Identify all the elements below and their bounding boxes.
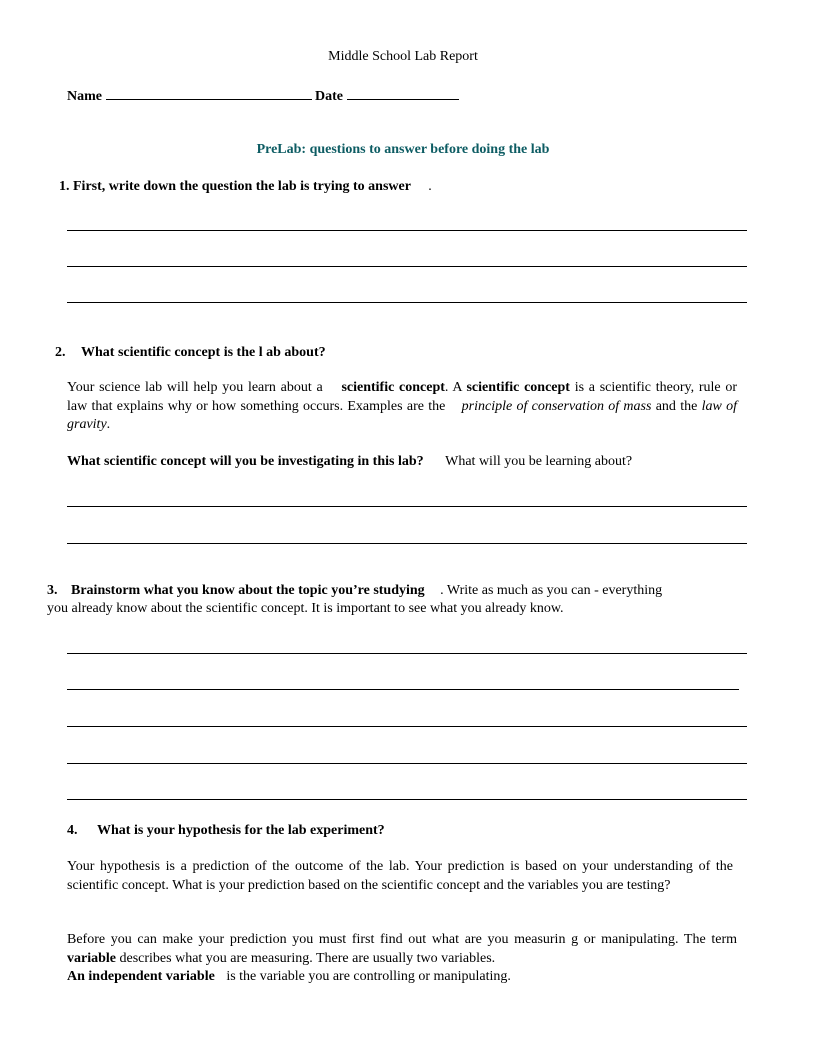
- q2-text-a: Your science lab will help you learn about a: [67, 380, 323, 395]
- date-field[interactable]: [347, 86, 459, 100]
- name-date-line: [67, 86, 459, 106]
- question-3-line-2: you already know about the scientific concept. It is important to see what you already know.: [47, 601, 564, 616]
- answer-line-1-3[interactable]: [67, 302, 747, 303]
- answer-line-2-1[interactable]: [67, 506, 747, 507]
- q2-text-e: is a scientific theory, rule or law that explains why or how something occurs. Examples are the: [67, 380, 737, 414]
- answer-line-1-2[interactable]: [67, 266, 747, 267]
- document-title: Middle School Lab Report: [328, 49, 478, 64]
- name-label: Name: [67, 89, 102, 104]
- question-2-number: 2.: [55, 345, 66, 360]
- question-4-number: 4.: [67, 823, 78, 838]
- q2-text-c: . A: [444, 380, 462, 395]
- question-2-text: What scientific concept is the l ab about?: [81, 345, 326, 360]
- answer-line-3-1[interactable]: [67, 653, 747, 654]
- prelab-heading: PreLab: questions to answer before doing the lab: [256, 142, 550, 157]
- q4-independent-variable-plain: is the variable you are controlling or manipulating.: [226, 969, 511, 984]
- question-1: [59, 178, 432, 196]
- q2-conservation-of-mass: principle of conservation of mass: [461, 398, 652, 414]
- date-label: Date: [315, 89, 343, 104]
- question-2: [55, 344, 326, 362]
- question-2-subprompt: [67, 453, 632, 471]
- question-3-plain-1: . Write as much as you can - everything: [440, 583, 663, 598]
- question-1-trail: .: [428, 179, 432, 194]
- question-3-bold: Brainstorm what you know about the topic you’re studying: [71, 583, 425, 598]
- question-3-number: 3.: [47, 583, 58, 598]
- answer-line-3-4[interactable]: [67, 763, 747, 764]
- q4-p2-text-a: Before you can make your prediction you must first find out what are you measurin g or manipulating. The term: [67, 932, 737, 947]
- answer-line-2-2[interactable]: [67, 543, 747, 544]
- q2-subprompt-bold: What scientific concept will you be investigating in this lab?: [67, 454, 424, 469]
- q2-scientific-concept-2: scientific concept: [466, 380, 570, 395]
- answer-line-1-1[interactable]: [67, 230, 747, 231]
- question-4-paragraph-1: Your hypothesis is a prediction of the outcome of the lab. Your prediction is based on your understanding of the scientific concept. What is your prediction based on the scientific concept and the variables you are testing?: [67, 859, 733, 893]
- q2-text-g: and the: [655, 398, 698, 414]
- q2-scientific-concept-1: scientific concept: [341, 380, 445, 395]
- answer-line-3-5[interactable]: [67, 799, 747, 800]
- question-3: [47, 582, 662, 600]
- q2-law-of-gravity: law of gravity: [67, 398, 738, 432]
- answer-line-3-3[interactable]: [67, 726, 747, 727]
- answer-line-3-2[interactable]: [67, 689, 739, 690]
- question-4-paragraph-2: [67, 931, 737, 968]
- question-1-text: 1. First, write down the question the lab is trying to answer: [59, 179, 411, 194]
- question-4-independent-variable: [67, 968, 511, 986]
- question-4-text: What is your hypothesis for the lab experiment?: [97, 823, 385, 838]
- question-2-paragraph: [67, 379, 737, 435]
- q2-subprompt-plain: What will you be learning about?: [445, 454, 633, 469]
- q4-p2-text-c: describes what you are measuring. There are usually two variables.: [119, 950, 496, 966]
- question-4: [67, 822, 385, 840]
- q4-independent-variable-bold: An independent variable: [67, 969, 215, 984]
- q4-variable: variable: [67, 950, 116, 966]
- name-field[interactable]: [106, 86, 312, 100]
- q2-text-i: .: [106, 417, 111, 432]
